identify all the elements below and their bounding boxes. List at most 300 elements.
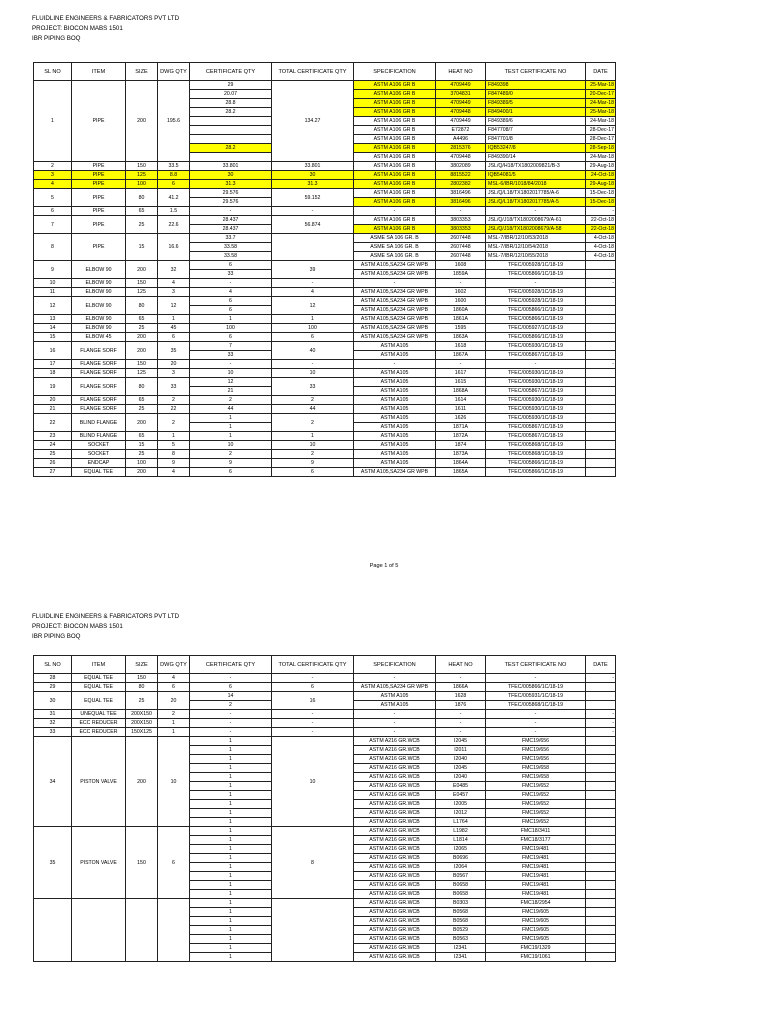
heat-no-cell: I2065 [436, 845, 486, 854]
heat-no-cell: 1615 [436, 378, 486, 387]
test-certificate-no-cell: MSL-7/IBR/12/10/55/2018 [486, 252, 586, 261]
item-cell: ELBOW 45 [72, 333, 126, 342]
specification-cell: ASTM A216 GR.WCB [354, 773, 436, 782]
heat-no-cell: 1872A [436, 432, 486, 441]
certificate-qty-cell: 1 [190, 782, 272, 791]
size-cell: 200 [126, 261, 158, 279]
date-cell: 25-Mar-18 [586, 108, 616, 117]
heat-no-cell: B0658 [436, 881, 486, 890]
total-certificate-qty-cell: 1 [272, 432, 354, 441]
total-certificate-qty-cell: 2 [272, 396, 354, 405]
heat-no-cell: I2045 [436, 737, 486, 746]
dwg-qty-cell: 4 [158, 674, 190, 683]
test-certificate-no-cell: TFEC/005868/1C/18-19 [486, 701, 586, 710]
dwg-qty-cell: 12 [158, 297, 190, 315]
certificate-qty-cell: 14 [190, 692, 272, 701]
certificate-qty-cell: 1 [190, 809, 272, 818]
sl-no-cell: 26 [34, 459, 72, 468]
specification-cell: ASTM A105 [354, 692, 436, 701]
specification-cell: ASTM A105 [354, 432, 436, 441]
specification-cell: ASTM A106 GR B [354, 81, 436, 90]
column-header-specification: SPECIFICATION [354, 656, 436, 674]
date-cell [586, 827, 616, 836]
sl-no-cell: 6 [34, 207, 72, 216]
dwg-qty-cell: 20 [158, 360, 190, 369]
heat-no-cell: 3816496 [436, 198, 486, 207]
date-cell [586, 441, 616, 450]
item-cell: FLANGE SORF [72, 342, 126, 360]
item-cell: ENDCAP [72, 459, 126, 468]
certificate-qty-cell: 1 [190, 863, 272, 872]
specification-cell: ASTM A105,SA234 GR WPB [354, 333, 436, 342]
heat-no-cell: E0485 [436, 782, 486, 791]
sl-no-cell: 11 [34, 288, 72, 297]
table-row [34, 216, 616, 225]
size-cell: 200 [126, 468, 158, 477]
total-certificate-qty-cell: - [272, 728, 354, 737]
specification-cell: ASTM A106 GR B [354, 99, 436, 108]
item-cell [72, 899, 126, 962]
heat-no-cell: I2012 [436, 809, 486, 818]
specification-cell: ASTM A216 GR.WCB [354, 890, 436, 899]
dwg-qty-cell: 5 [158, 441, 190, 450]
certificate-qty-cell: 1 [190, 872, 272, 881]
sl-no-cell: 32 [34, 719, 72, 728]
size-cell: 200 [126, 333, 158, 342]
specification-cell: - [354, 207, 436, 216]
test-certificate-no-cell: FMC19/652 [486, 800, 586, 809]
certificate-qty-cell: 4 [190, 288, 272, 297]
size-cell: 80 [126, 683, 158, 692]
heat-no-cell: I2005 [436, 800, 486, 809]
company-name: FLUIDLINE ENGINEERS & FABRICATORS PVT LTD [32, 613, 180, 620]
date-cell: - [586, 360, 616, 369]
dwg-qty-cell: 9 [158, 459, 190, 468]
column-header-heat-no: HEAT NO [436, 656, 486, 674]
heat-no-cell: B0568 [436, 908, 486, 917]
size-cell: 125 [126, 171, 158, 180]
specification-cell: ASTM A106 GR B [354, 135, 436, 144]
test-certificate-no-cell: TFEC/005930/1C/18-19 [486, 414, 586, 423]
certificate-qty-cell: 1 [190, 414, 272, 423]
certificate-qty-cell: 6 [190, 297, 272, 306]
certificate-qty-cell: 33.58 [190, 252, 272, 261]
specification-cell: ASTM A216 GR.WCB [354, 755, 436, 764]
item-cell: PIPE [72, 162, 126, 171]
certificate-qty-cell: 1 [190, 953, 272, 962]
heat-no-cell: - [436, 710, 486, 719]
column-header-total-certificate-qty: TOTAL CERTIFICATE QTY [272, 63, 354, 81]
size-cell: 25 [126, 405, 158, 414]
certificate-qty-cell [190, 126, 272, 135]
item-cell: ELBOW 90 [72, 315, 126, 324]
table-row [34, 369, 616, 378]
size-cell: 80 [126, 297, 158, 315]
sl-no-cell: 2 [34, 162, 72, 171]
item-cell: EQUAL TEE [72, 674, 126, 683]
table-row [34, 674, 616, 683]
size-cell: 15 [126, 234, 158, 261]
date-cell: 24-Mar-18 [586, 99, 616, 108]
specification-cell: ASTM A105 [354, 369, 436, 378]
sl-no-cell: 1 [34, 81, 72, 162]
specification-cell: ASTM A105 [354, 396, 436, 405]
dwg-qty-cell: 10 [158, 737, 190, 827]
item-cell: ECC REDUCER [72, 728, 126, 737]
project-name: PROJECT: BIOCON MABS 1501 [32, 25, 123, 32]
item-cell: ELBOW 90 [72, 261, 126, 279]
specification-cell: ASME SA 106 GR. B [354, 243, 436, 252]
dwg-qty-cell: 22 [158, 405, 190, 414]
total-certificate-qty-cell: 40 [272, 342, 354, 360]
date-cell [586, 899, 616, 908]
sl-no-cell: 30 [34, 692, 72, 710]
specification-cell: ASTM A216 GR.WCB [354, 809, 436, 818]
total-certificate-qty-cell: 134.27 [272, 81, 354, 162]
total-certificate-qty-cell: - [272, 674, 354, 683]
certificate-qty-cell [190, 117, 272, 126]
specification-cell: ASTM A105 [354, 351, 436, 360]
test-certificate-no-cell: - [486, 719, 586, 728]
heat-no-cell: 2607448 [436, 243, 486, 252]
heat-no-cell: L1814 [436, 836, 486, 845]
specification-cell: ASTM A105,SA234 GR WPB [354, 683, 436, 692]
specification-cell: ASTM A216 GR.WCB [354, 818, 436, 827]
certificate-qty-cell: 1 [190, 935, 272, 944]
certificate-qty-cell: 1 [190, 432, 272, 441]
heat-no-cell: I2011 [436, 746, 486, 755]
test-certificate-no-cell: MSL-7/IBR/12/10/54/2018 [486, 243, 586, 252]
size-cell: 150X125 [126, 728, 158, 737]
certificate-qty-cell: 12 [190, 378, 272, 387]
certificate-qty-cell: 30 [190, 171, 272, 180]
size-cell: 200X150 [126, 719, 158, 728]
test-certificate-no-cell: FMC19/605 [486, 908, 586, 917]
sl-no-cell [34, 899, 72, 962]
size-cell: 150 [126, 674, 158, 683]
test-certificate-no-cell: FMC19/652 [486, 782, 586, 791]
certificate-qty-cell: 1 [190, 423, 272, 432]
certificate-qty-cell: 31.3 [190, 180, 272, 189]
heat-no-cell: 1871A [436, 423, 486, 432]
test-certificate-no-cell: TFEC/005866/1C/18-19 [486, 459, 586, 468]
test-certificate-no-cell: TFEC/005931/1C/18-19 [486, 692, 586, 701]
specification-cell: ASTM A106 GR B [354, 180, 436, 189]
specification-cell: ASTM A106 GR B [354, 189, 436, 198]
heat-no-cell: - [436, 207, 486, 216]
date-cell [586, 944, 616, 953]
specification-cell: - [354, 710, 436, 719]
test-certificate-no-cell: IQB54081/5 [486, 171, 586, 180]
test-certificate-no-cell: FMC18/3177 [486, 836, 586, 845]
certificate-qty-cell: 1 [190, 926, 272, 935]
test-certificate-no-cell: TFEC/005866/1C/18-19 [486, 306, 586, 315]
size-cell: 150 [126, 162, 158, 171]
dwg-qty-cell: 35 [158, 342, 190, 360]
test-certificate-no-cell: IQB53247/8 [486, 144, 586, 153]
table-row [34, 171, 616, 180]
date-cell [586, 836, 616, 845]
item-cell: UNEQUAL TEE [72, 710, 126, 719]
test-certificate-no-cell: TFEC/005866/1C/18-19 [486, 315, 586, 324]
dwg-qty-cell: 33 [158, 378, 190, 396]
table-row [34, 459, 616, 468]
table-row [34, 899, 616, 908]
heat-no-cell: 1864A [436, 459, 486, 468]
heat-no-cell: B0529 [436, 926, 486, 935]
test-certificate-no-cell: TFEC/005867/1C/18-19 [486, 432, 586, 441]
specification-cell: ASTM A106 GR B [354, 126, 436, 135]
table-row [34, 396, 616, 405]
total-certificate-qty-cell: 16 [272, 692, 354, 710]
item-cell: PIPE [72, 207, 126, 216]
column-header-sl-no: SL NO [34, 63, 72, 81]
test-certificate-no-cell: - [486, 360, 586, 369]
project-name: PROJECT: BIOCON MABS 1501 [32, 623, 123, 630]
test-certificate-no-cell: TFEC/005930/1C/18-19 [486, 405, 586, 414]
size-cell: 15 [126, 441, 158, 450]
date-cell [586, 872, 616, 881]
date-cell [586, 791, 616, 800]
size-cell: 150 [126, 827, 158, 899]
table-row [34, 432, 616, 441]
table-row [34, 207, 616, 216]
specification-cell: ASTM A106 GR B [354, 225, 436, 234]
test-certificate-no-cell: FMC19/1329 [486, 944, 586, 953]
size-cell: 200 [126, 414, 158, 432]
specification-cell: - [354, 674, 436, 683]
column-header-certificate-qty: CERTIFICATE QTY [190, 63, 272, 81]
dwg-qty-cell: 1 [158, 432, 190, 441]
dwg-qty-cell: 195.6 [158, 81, 190, 162]
item-cell: EQUAL TEE [72, 683, 126, 692]
total-certificate-qty-cell: 39 [272, 261, 354, 279]
heat-no-cell: L1982 [436, 827, 486, 836]
date-cell [586, 863, 616, 872]
table-row [34, 261, 616, 270]
certificate-qty-cell: 1 [190, 818, 272, 827]
size-cell: 65 [126, 207, 158, 216]
certificate-qty-cell: 6 [190, 333, 272, 342]
certificate-qty-cell: 1 [190, 944, 272, 953]
sl-no-cell: 25 [34, 450, 72, 459]
table-row [34, 324, 616, 333]
certificate-qty-cell: 1 [190, 773, 272, 782]
heat-no-cell: 1614 [436, 396, 486, 405]
date-cell [586, 782, 616, 791]
total-certificate-qty-cell: - [272, 719, 354, 728]
date-cell: 28-Dec-17 [586, 135, 616, 144]
certificate-qty-cell: 28.437 [190, 225, 272, 234]
date-cell [586, 405, 616, 414]
test-certificate-no-cell: - [486, 728, 586, 737]
sl-no-cell: 14 [34, 324, 72, 333]
item-cell: EQUAL TEE [72, 468, 126, 477]
company-name: FLUIDLINE ENGINEERS & FABRICATORS PVT LTD [32, 15, 180, 22]
test-certificate-no-cell: TFEC/005930/1C/18-19 [486, 342, 586, 351]
test-certificate-no-cell: TFEC/005928/1C/18-19 [486, 288, 586, 297]
dwg-qty-cell: 33.5 [158, 162, 190, 171]
date-cell [586, 890, 616, 899]
test-certificate-no-cell: FMC19/658 [486, 773, 586, 782]
sl-no-cell: 23 [34, 432, 72, 441]
test-certificate-no-cell: TFEC/005928/1C/18-19 [486, 297, 586, 306]
total-certificate-qty-cell: 33.801 [272, 162, 354, 171]
heat-no-cell: 2607448 [436, 234, 486, 243]
test-certificate-no-cell: JSL/Q/J18/TX1802008679/A-58 [486, 225, 586, 234]
certificate-qty-cell: 6 [190, 261, 272, 270]
item-cell: SOCKET [72, 441, 126, 450]
dwg-qty-cell: 1 [158, 728, 190, 737]
table-row [34, 683, 616, 692]
test-certificate-no-cell: TFEC/005866/1C/18-19 [486, 270, 586, 279]
heat-no-cell: E72872 [436, 126, 486, 135]
specification-cell: ASTM A216 GR.WCB [354, 845, 436, 854]
size-cell: 200 [126, 737, 158, 827]
table-row [34, 441, 616, 450]
test-certificate-no-cell: TFEC/005867/1C/18-19 [486, 351, 586, 360]
page-footer: Page 1 of 5 [369, 563, 399, 569]
heat-no-cell: 1611 [436, 405, 486, 414]
sl-no-cell: 18 [34, 369, 72, 378]
size-cell: 150 [126, 279, 158, 288]
test-certificate-no-cell: - [486, 710, 586, 719]
total-certificate-qty-cell: 2 [272, 450, 354, 459]
dwg-qty-cell: 16.6 [158, 234, 190, 261]
boq-table [33, 62, 616, 477]
test-certificate-no-cell: JSL/Q/H18/TX1802009821/B-3 [486, 162, 586, 171]
heat-no-cell: - [436, 674, 486, 683]
size-cell: 200 [126, 81, 158, 162]
test-certificate-no-cell: - [486, 207, 586, 216]
total-certificate-qty-cell: 100 [272, 324, 354, 333]
heat-no-cell: - [436, 719, 486, 728]
test-certificate-no-cell: F849390/14 [486, 153, 586, 162]
heat-no-cell: I2045 [436, 764, 486, 773]
sl-no-cell: 24 [34, 441, 72, 450]
heat-no-cell: 4709448 [436, 153, 486, 162]
sl-no-cell: 20 [34, 396, 72, 405]
date-cell [586, 737, 616, 746]
specification-cell: ASTM A106 GR B [354, 171, 436, 180]
certificate-qty-cell: - [190, 710, 272, 719]
specification-cell: ASTM A105,SA234 GR WPB [354, 270, 436, 279]
date-cell [586, 692, 616, 701]
table-header-row [34, 656, 616, 674]
dwg-qty-cell: 6 [158, 827, 190, 899]
heat-no-cell: 3816496 [436, 189, 486, 198]
certificate-qty-cell: 44 [190, 405, 272, 414]
heat-no-cell: 2815376 [436, 144, 486, 153]
table-row [34, 414, 616, 423]
specification-cell: ASTM A216 GR.WCB [354, 926, 436, 935]
date-cell: 15-Dec-18 [586, 189, 616, 198]
total-certificate-qty-cell: 44 [272, 405, 354, 414]
specification-cell: ASTM A105 [354, 701, 436, 710]
date-cell: - [586, 674, 616, 683]
page-header [32, 14, 179, 44]
specification-cell: ASTM A105 [354, 378, 436, 387]
dwg-qty-cell: 45 [158, 324, 190, 333]
total-certificate-qty-cell: 56.874 [272, 216, 354, 234]
date-cell: - [586, 279, 616, 288]
total-certificate-qty-cell [272, 899, 354, 962]
specification-cell: ASTM A216 GR.WCB [354, 908, 436, 917]
specification-cell: ASTM A216 GR.WCB [354, 827, 436, 836]
test-certificate-no-cell: TFEC/005927/1C/18-19 [486, 324, 586, 333]
heat-no-cell: 1859A [436, 270, 486, 279]
specification-cell: ASTM A216 GR.WCB [354, 863, 436, 872]
dwg-qty-cell: 2 [158, 396, 190, 405]
sl-no-cell: 4 [34, 180, 72, 189]
page-header [32, 612, 179, 642]
heat-no-cell: 1863A [436, 333, 486, 342]
date-cell [586, 315, 616, 324]
table-row [34, 692, 616, 701]
specification-cell: ASTM A105 [354, 450, 436, 459]
specification-cell: ASTM A216 GR.WCB [354, 836, 436, 845]
heat-no-cell: B0568 [436, 917, 486, 926]
total-certificate-qty-cell: - [272, 360, 354, 369]
table-header-row [34, 63, 616, 81]
dwg-qty-cell: 6 [158, 333, 190, 342]
date-cell [586, 450, 616, 459]
specification-cell: ASTM A216 GR.WCB [354, 854, 436, 863]
heat-no-cell: 1874 [436, 441, 486, 450]
test-certificate-no-cell: TFEC/005866/1C/18-19 [486, 468, 586, 477]
heat-no-cell: I2341 [436, 953, 486, 962]
certificate-qty-cell: 1 [190, 737, 272, 746]
certificate-qty-cell: 20.07 [190, 90, 272, 99]
certificate-qty-cell: 10 [190, 369, 272, 378]
item-cell: FLANGE SORF [72, 405, 126, 414]
total-certificate-qty-cell: 6 [272, 333, 354, 342]
total-certificate-qty-cell: 2 [272, 414, 354, 432]
sl-no-cell: 8 [34, 234, 72, 261]
specification-cell: ASTM A216 GR.WCB [354, 872, 436, 881]
heat-no-cell: 1602 [436, 288, 486, 297]
date-cell: 24-Mar-18 [586, 153, 616, 162]
table-row [34, 450, 616, 459]
certificate-qty-cell: 28.8 [190, 99, 272, 108]
column-header-dwg-qty: DWG QTY [158, 63, 190, 81]
total-certificate-qty-cell: 10 [272, 737, 354, 827]
specification-cell: ASTM A216 GR.WCB [354, 944, 436, 953]
heat-no-cell: B0567 [436, 872, 486, 881]
heat-no-cell: 4709448 [436, 108, 486, 117]
date-cell: 22-Oct-18 [586, 225, 616, 234]
specification-cell: ASTM A105,SA234 GR WPB [354, 297, 436, 306]
date-cell: - [586, 207, 616, 216]
date-cell [586, 701, 616, 710]
total-certificate-qty-cell: 59.152 [272, 189, 354, 207]
column-header-item: ITEM [72, 63, 126, 81]
heat-no-cell: 1617 [436, 369, 486, 378]
date-cell [586, 926, 616, 935]
certificate-qty-cell: 6 [190, 306, 272, 315]
certificate-qty-cell [190, 135, 272, 144]
certificate-qty-cell: 33.7 [190, 234, 272, 243]
heat-no-cell: I2064 [436, 863, 486, 872]
certificate-qty-cell: 9 [190, 459, 272, 468]
column-header-size: SIZE [126, 63, 158, 81]
total-certificate-qty-cell [272, 234, 354, 261]
total-certificate-qty-cell: 10 [272, 369, 354, 378]
table-row [34, 333, 616, 342]
size-cell: 80 [126, 189, 158, 207]
test-certificate-no-cell: F849400/1 [486, 108, 586, 117]
specification-cell: ASTM A216 GR.WCB [354, 800, 436, 809]
